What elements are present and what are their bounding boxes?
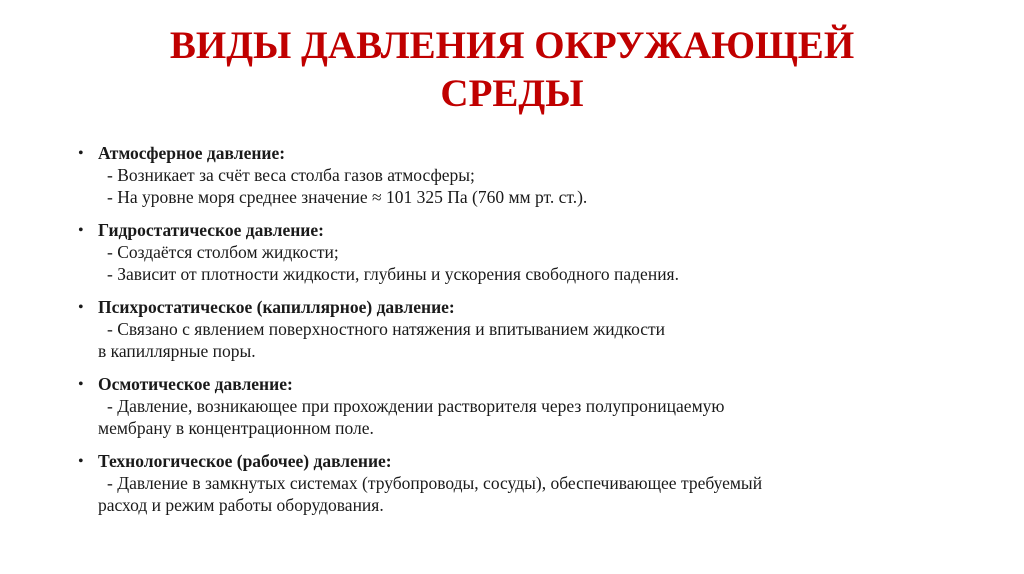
item-heading: Психростатическое (капиллярное) давление: [98,297,455,317]
item-line: - Давление в замкнутых системах (трубопроводы, сосуды), обеспечивающее требуемый [107,473,763,493]
item-line: расход и режим работы оборудования. [98,495,384,515]
slide-title-line-1: ВИДЫ ДАВЛЕНИЯ ОКРУЖАЮЩЕЙ [169,24,855,67]
slide-title-line-2: СРЕДЫ [440,72,584,115]
pressure-types-list [78,142,938,527]
item-line: - Связано с явлением поверхностного натяжения и впитыванием жидкости [107,319,666,339]
item-heading: Осмотическое давление: [98,374,293,394]
slide-title [0,22,1024,118]
item-line: - Возникает за счёт веса столба газов атмосферы; [107,165,475,185]
item-heading: Технологическое (рабочее) давление: [98,451,392,471]
item-line: мембрану в концентрационном поле. [98,418,374,438]
item-line: в капиллярные поры. [98,341,256,361]
list-item-atmospheric [78,142,938,208]
bullet-icon: • [78,299,84,316]
bullet-icon: • [78,145,84,162]
item-line: - Давление, возникающее при прохождении растворителя через полупроницаемую [107,396,725,416]
item-heading: Гидростатическое давление: [98,220,324,240]
list-item-osmotic [78,373,938,439]
list-item-capillary [78,296,938,362]
bullet-icon: • [78,376,84,393]
list-item-technological [78,450,938,516]
item-line: - Зависит от плотности жидкости, глубины и ускорения свободного падения. [107,264,679,284]
bullet-icon: • [78,222,84,239]
list-item-hydrostatic [78,219,938,285]
item-line: - Создаётся столбом жидкости; [107,242,339,262]
item-line: - На уровне моря среднее значение ≈ 101 325 Па (760 мм рт. ст.). [107,187,588,207]
bullet-icon: • [78,453,84,470]
item-heading: Атмосферное давление: [98,143,286,163]
